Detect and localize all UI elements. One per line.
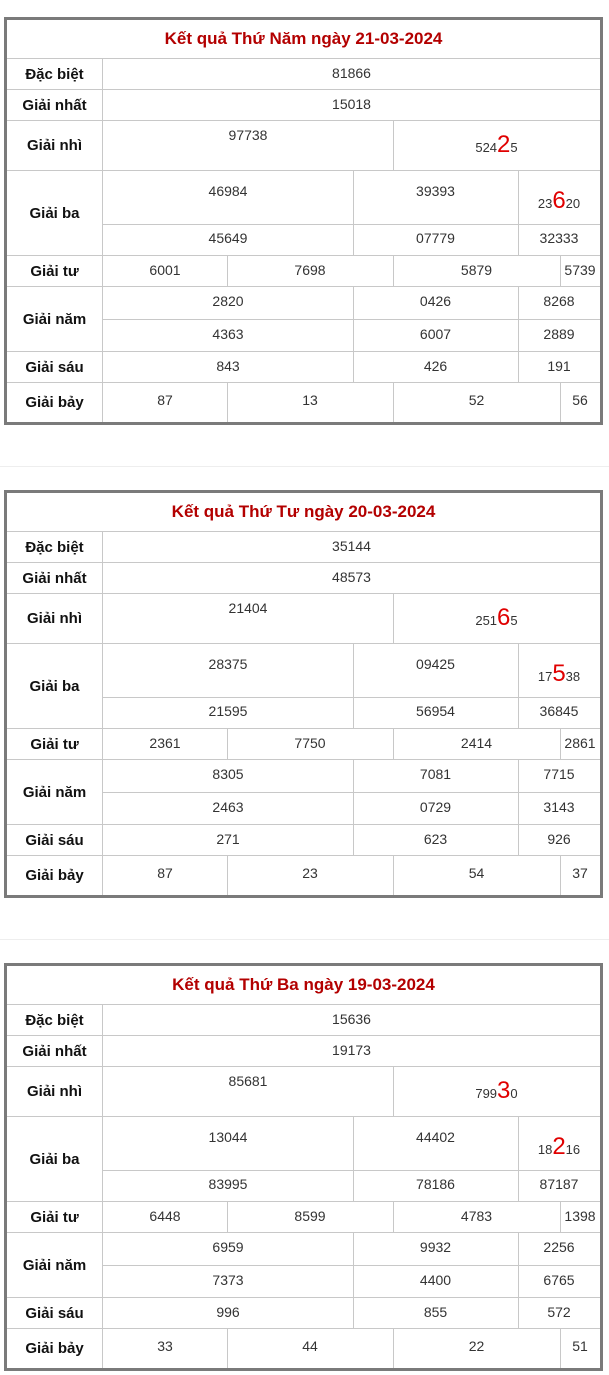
row-seventh [7,383,600,422]
prize-label: Giải ba [7,644,103,728]
prize-label: Giải ba [7,171,103,255]
prize-number: 4400 [419,1272,452,1288]
prize-number: 2463 [212,799,244,815]
prize-number: 7698 [294,262,326,278]
prize-number: 83995 [208,1176,248,1192]
prize-number: 87187 [539,1176,579,1192]
row-sixth [7,352,600,383]
prize-number: 9932 [419,1239,452,1255]
prize-number: 5739 [564,262,596,278]
row-sixth [7,825,600,856]
prize-number: 6765 [543,1272,575,1288]
prize-number: 35144 [332,538,371,554]
row-first [7,90,600,121]
prize-number: 87 [157,865,173,881]
prize-number: 85681 [228,1073,268,1089]
prize-label: Giải năm [7,287,103,351]
prize-number: 21595 [208,703,248,719]
prize-number: 22 [468,1338,485,1354]
table-title: Kết quả Thứ Ba ngày 19-03-2024 [7,966,600,1005]
prize-number: 46984 [208,183,248,199]
prize-number: 572 [547,1304,571,1320]
row-second [7,594,600,644]
prize-number: 271 [216,831,240,847]
prize-number: 2889 [543,326,575,342]
prize-number: 2256 [543,1239,575,1255]
prize-number: 78186 [416,1176,455,1192]
row-divider [103,1265,600,1266]
row-fifth [7,287,600,352]
prize-number: 48573 [332,569,371,585]
prize-number: 8305 [212,766,244,782]
separator [0,939,609,940]
prize-number: 45649 [208,230,248,246]
prize-number: 44402 [416,1129,455,1145]
prize-label: Giải năm [7,1233,103,1297]
prize-label: Giải nhất [7,563,103,593]
prize-number: 54 [468,865,485,881]
row-second [7,121,600,171]
row-second [7,1067,600,1117]
prize-number: 6448 [149,1208,181,1224]
prize-number: 28375 [208,656,248,672]
prize-label: Giải nhì [7,121,103,170]
prize-number: 13 [302,392,318,408]
row-fourth [7,729,600,760]
prize-number: 21404 [228,600,268,616]
row-divider [103,697,600,698]
prize-label: Giải bảy [7,383,103,422]
prize-number: 623 [423,831,448,847]
prize-number: 1398 [564,1208,596,1224]
prize-number: 2414 [460,735,493,751]
prize-number: 7373 [212,1272,244,1288]
highlight-digit: 6 [497,604,511,631]
prize-number: 09425 [416,656,455,672]
prize-label: Đặc biệt [7,532,103,562]
prize-number: 2361 [149,735,181,751]
prize-number: 36845 [539,703,579,719]
row-special [7,1005,600,1036]
prize-label: Giải tư [7,1202,103,1232]
prize-number-highlighted: 18216 [537,1133,581,1160]
prize-number-highlighted: 17538 [537,660,581,687]
prize-number: 44 [302,1338,318,1354]
prize-number: 3143 [543,799,575,815]
prize-label: Giải sáu [7,352,103,382]
prize-number: 81866 [332,65,371,81]
row-fifth [7,1233,600,1298]
prize-label: Giải bảy [7,1329,103,1368]
row-fourth [7,256,600,287]
highlight-digit: 3 [497,1077,511,1104]
prize-number: 13044 [208,1129,248,1145]
prize-number: 56 [572,392,588,408]
prize-number: 7081 [419,766,452,782]
row-third [7,1117,600,1202]
prize-number: 6007 [419,326,452,342]
prize-number: 2820 [212,293,244,309]
prize-number: 2861 [564,735,596,751]
row-divider [103,224,600,225]
prize-label: Giải năm [7,760,103,824]
row-first [7,1036,600,1067]
prize-number-highlighted: 79930 [475,1077,518,1104]
prize-number-highlighted: 52425 [475,131,518,158]
row-divider [103,792,600,793]
prize-number: 4363 [212,326,244,342]
prize-label: Đặc biệt [7,1005,103,1035]
prize-number: 7750 [294,735,326,751]
prize-number: 426 [423,358,448,374]
prize-number: 8599 [294,1208,326,1224]
prize-label: Giải bảy [7,856,103,895]
prize-number: 32333 [539,230,579,246]
table-title: Kết quả Thứ Tư ngày 20-03-2024 [7,493,600,532]
prize-number: 19173 [332,1042,371,1058]
prize-number: 4783 [460,1208,493,1224]
row-special [7,59,600,90]
prize-number: 15018 [332,96,371,112]
prize-number: 97738 [228,127,268,143]
prize-number: 996 [216,1304,240,1320]
prize-number: 37 [572,865,588,881]
prize-number: 33 [157,1338,173,1354]
prize-number: 6959 [212,1239,244,1255]
prize-number: 5879 [460,262,493,278]
prize-number: 7715 [543,766,575,782]
prize-number: 6001 [149,262,181,278]
prize-number: 23 [302,865,318,881]
row-fourth [7,1202,600,1233]
prize-number: 855 [423,1304,448,1320]
row-divider [103,319,600,320]
result-table [4,963,603,1371]
prize-label: Giải nhất [7,90,103,120]
row-sixth [7,1298,600,1329]
prize-number: 0729 [419,799,452,815]
prize-number: 56954 [416,703,455,719]
prize-label: Giải sáu [7,825,103,855]
row-third [7,644,600,729]
row-special [7,532,600,563]
prize-number-highlighted: 25165 [475,604,518,631]
row-seventh [7,1329,600,1368]
prize-number: 07779 [416,230,455,246]
prize-label: Giải tư [7,256,103,286]
highlight-digit: 2 [497,131,511,158]
prize-number: 191 [547,358,571,374]
prize-number: 87 [157,392,173,408]
highlight-digit: 6 [552,187,566,214]
row-divider [103,1170,600,1171]
prize-label: Giải tư [7,729,103,759]
prize-number: 52 [468,392,485,408]
prize-number: 39393 [416,183,455,199]
separator [0,466,609,467]
prize-label: Giải sáu [7,1298,103,1328]
prize-number: 15636 [332,1011,371,1027]
row-third [7,171,600,256]
prize-number-highlighted: 23620 [537,187,581,214]
prize-number: 926 [547,831,571,847]
prize-label: Giải nhì [7,594,103,643]
row-seventh [7,856,600,895]
table-title: Kết quả Thứ Năm ngày 21-03-2024 [7,20,600,59]
prize-label: Giải nhất [7,1036,103,1066]
prize-number: 51 [572,1338,588,1354]
result-table [4,17,603,425]
prize-label: Đặc biệt [7,59,103,89]
row-fifth [7,760,600,825]
highlight-digit: 2 [552,1133,566,1160]
result-table [4,490,603,898]
prize-label: Giải ba [7,1117,103,1201]
highlight-digit: 5 [552,660,566,687]
prize-number: 0426 [419,293,452,309]
row-first [7,563,600,594]
prize-number: 843 [216,358,240,374]
prize-label: Giải nhì [7,1067,103,1116]
prize-number: 8268 [543,293,575,309]
